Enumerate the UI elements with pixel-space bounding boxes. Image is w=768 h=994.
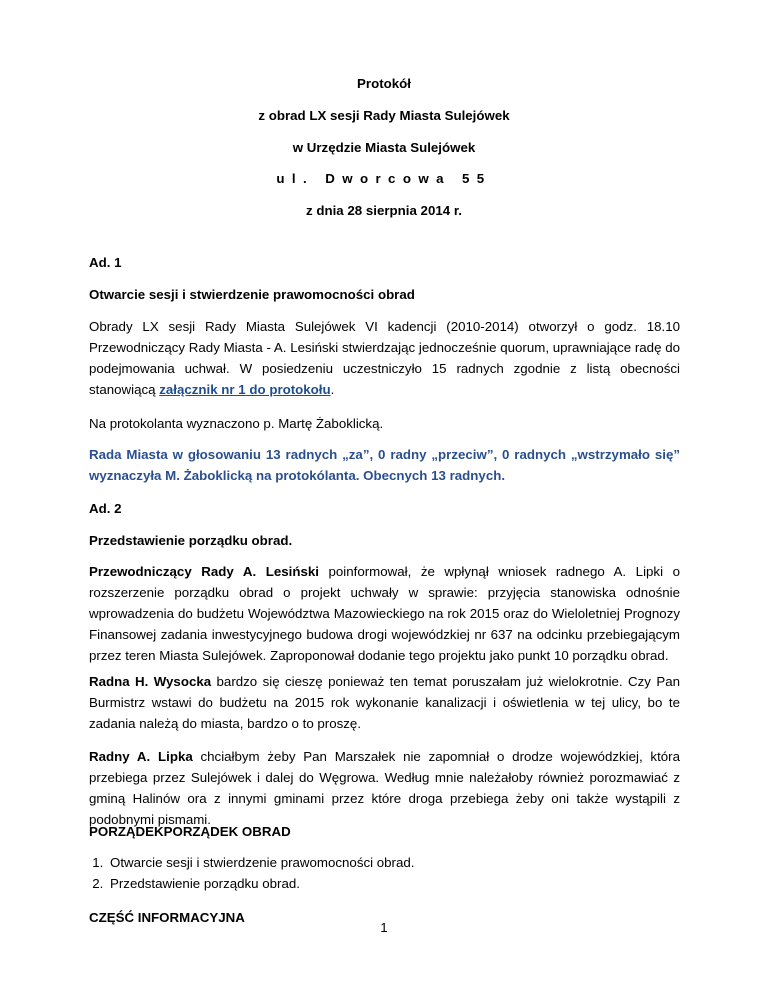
agenda-item: 1. Otwarcie sesji i stwierdzenie prawomocności obrad. — [107, 852, 680, 873]
ad1-paragraph-text: Obrady LX sesji Rady Miasta Sulejówek VI kadencji (2010-2014) otworzył o godz. 18.10 Przewodniczący Rady Miasta - A. Lesiński stwierdzając jednocześnie quorum, uprawniające radę do podejmowania uchwał. W posiedzeniu uczestniczyło 15 radnych zgodnie z listą obecności stanowiącą — [89, 319, 680, 397]
date-line: z dnia 28 sierpnia 2014 r. — [306, 203, 462, 218]
chairman-text: poinformował, że wpłynął wniosek radnego A. Lipki o rozszerzenie porządku obrad o projekt uchwały w sprawie: przyjęcia stanowiska odnośnie wprowadzenia do budżetu Województwa Mazowieckiego na rok 2015 oraz do Wieloletniej Prognozy Finansowej zadania inwestycyjnego budowa drogi wojewódzkiej nr 637 na odcinku przebiegającym przez teren Miasta Sulejówek. Zaproponował dodanie tego projektu jako punkt 10 porządku obrad. — [89, 564, 680, 663]
lipka-text: chciałbym żeby Pan Marszałek nie zapomniał o drodze wojewódzkiej, która przebiega przez Sulejówek i dalej do Węgrowa. Według mnie należałoby również porozmawiać z gminą Halinów ora z innymi gminami przez które droga przebiega żeby oni także wystąpili z podobnymi pismami. — [89, 749, 680, 827]
ad1-title: Otwarcie sesji i stwierdzenie prawomocności obrad — [89, 287, 415, 302]
recorder-paragraph: Na protokolanta wyznaczono p. Martę Żaboklicką. — [89, 416, 384, 431]
lipka-name: Radny A. Lipka — [89, 749, 193, 764]
wysocka-text: bardzo się cieszę ponieważ ten temat poruszałam już wielokrotnie. Czy Pan Burmistrz wstawi do budżetu na 2015 rok wykonanie kanalizacji i oświetlenia w tej ulicy, bo te zadania należą do miasta, bardzo o to proszę. — [89, 674, 680, 731]
info-section-heading: CZĘŚĆ INFORMACYJNA — [89, 910, 245, 925]
ad1-paragraph-end: . — [330, 382, 335, 397]
ad1-heading: Ad. 1 — [89, 255, 122, 270]
lipka-statement — [89, 746, 680, 830]
location-line: w Urzędzie Miasta Sulejówek — [292, 140, 476, 155]
vote-result: Rada Miasta w głosowaniu 13 radnych „za”, 0 radny „przeciw”, 0 radnych „wstrzymało się” wyznaczyła M. Żaboklicką na protokólanta. Obecnych 13 radnych. — [89, 447, 680, 483]
agenda-item: 2. Przedstawienie porządku obrad. — [107, 873, 680, 894]
ad1-paragraph — [89, 316, 680, 400]
attachment-link[interactable]: załącznik nr 1 do protokołu — [159, 382, 331, 397]
chairman-name: Przewodniczący Rady A. Lesiński — [89, 564, 319, 579]
ad2-title: Przedstawienie porządku obrad. — [89, 533, 293, 548]
address-line: ul. Dworcowa 55 — [276, 171, 492, 186]
ad2-heading: Ad. 2 — [89, 501, 122, 516]
chairman-statement — [89, 561, 680, 666]
wysocka-statement — [89, 671, 680, 734]
document-title: Protokół — [357, 76, 411, 91]
session-line: z obrad LX sesji Rady Miasta Sulejówek — [258, 108, 510, 123]
agenda-list — [89, 852, 680, 894]
agenda-heading: PORZĄDEKPORZĄDEK OBRAD — [89, 824, 291, 839]
wysocka-name: Radna H. Wysocka — [89, 674, 212, 689]
page-number: 1 — [380, 920, 388, 935]
